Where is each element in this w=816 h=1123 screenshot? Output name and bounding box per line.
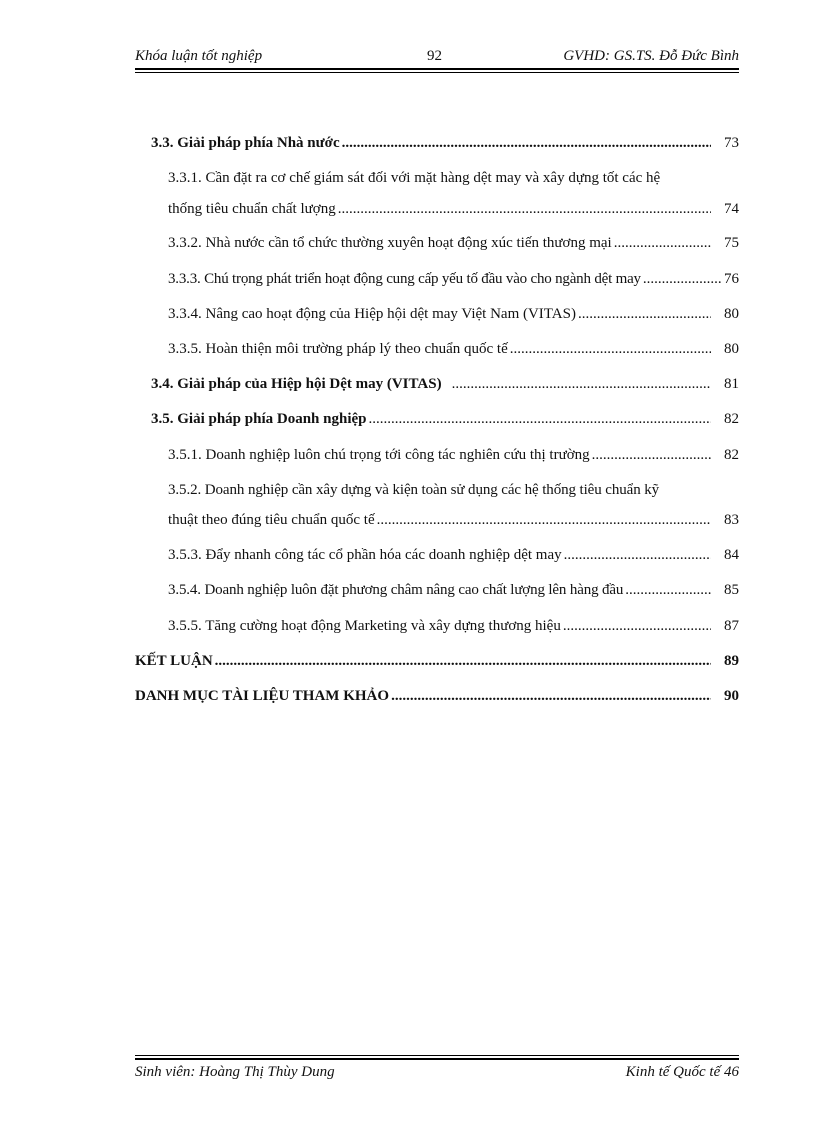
footer-student-name: Sinh viên: Hoàng Thị Thùy Dung: [135, 1064, 335, 1080]
page-header: [135, 46, 739, 70]
toc-entry-ket-luan[interactable]: [135, 651, 739, 671]
toc-entry-3-5-2-line1[interactable]: 3.5.2. Doanh nghiệp cần xây dựng và kiện toàn sử dụng các hệ thống tiêu chuẩn kỹ: [168, 482, 660, 498]
toc-entry-title: KẾT LUẬN: [135, 653, 213, 669]
toc-leader: [614, 233, 711, 253]
toc-entry-title: 3.3.5. Hoàn thiện môi trường pháp lý theo chuẩn quốc tế: [168, 341, 508, 357]
toc-entry-page: 75: [724, 235, 739, 251]
toc-entry-3-3-2[interactable]: [168, 233, 739, 253]
toc-entry-page: 89: [724, 653, 739, 669]
toc-leader: [452, 374, 711, 394]
toc-entry-page: 84: [724, 547, 739, 563]
toc-entry-3-3-1[interactable]: [168, 199, 739, 219]
toc-entry-title: 3.5.1. Doanh nghiệp luôn chú trọng tới công tác nghiên cứu thị trường: [168, 447, 590, 463]
toc-entry-title: 3.5.5. Tăng cường hoạt động Marketing và xây dựng thương hiệu: [168, 618, 561, 634]
footer-class: Kinh tế Quốc tế 46: [625, 1064, 739, 1080]
toc-entry-3-3[interactable]: [151, 133, 739, 153]
toc-leader: [563, 616, 711, 636]
toc-leader: [510, 339, 711, 359]
toc-leader: [369, 409, 711, 429]
page-footer: [135, 1055, 739, 1082]
toc-entry-3-5[interactable]: [151, 409, 739, 429]
toc-entry-title: 3.3.4. Nâng cao hoạt động của Hiệp hội dệt may Việt Nam (VITAS): [168, 306, 576, 322]
toc-entry-title: 3.3. Giải pháp phía Nhà nước: [151, 135, 340, 151]
toc-entry-title: thống tiêu chuẩn chất lượng: [168, 201, 336, 217]
toc-entry-title: 3.5.3. Đẩy nhanh công tác cổ phần hóa các doanh nghiệp dệt may: [168, 547, 562, 563]
toc-entry-title: 3.3.2. Nhà nước cần tổ chức thường xuyên hoạt động xúc tiến thương mại: [168, 235, 612, 251]
toc-entry-page: 81: [724, 376, 739, 392]
header-page-number: 92: [427, 48, 442, 64]
toc-entry-3-3-5[interactable]: [168, 339, 739, 359]
toc-entry-page: 73: [724, 135, 739, 151]
toc-entry-3-4[interactable]: [151, 374, 739, 394]
toc-entry-page: 87: [724, 618, 739, 634]
toc-entry-page: 82: [724, 447, 739, 463]
toc-entry-page: 83: [724, 512, 739, 528]
toc-entry-page: 90: [724, 688, 739, 704]
toc-leader: [625, 580, 711, 600]
toc-entry-page: 82: [724, 411, 739, 427]
toc-entry-page: 80: [724, 306, 739, 322]
toc-entry-3-5-1[interactable]: [168, 445, 739, 465]
toc-entry-title: 3.5.4. Doanh nghiệp luôn đặt phương châm nâng cao chất lượng lên hàng đầu: [168, 582, 624, 598]
toc-entry-3-5-2[interactable]: [168, 510, 739, 530]
toc-leader: [578, 304, 711, 324]
toc-entry-title: 3.4. Giải pháp của Hiệp hội Dệt may (VITAS): [151, 376, 442, 392]
toc-leader: [391, 686, 711, 706]
toc-entry-3-5-5[interactable]: [168, 616, 739, 636]
toc-entry-page: 76: [724, 271, 739, 287]
toc-entry-tai-lieu-tham-khao[interactable]: [135, 686, 739, 706]
toc-entry-3-3-4[interactable]: [168, 304, 739, 324]
toc-entry-3-5-3[interactable]: [168, 545, 739, 565]
toc-leader: [592, 445, 711, 465]
header-supervisor: GVHD: GS.TS. Đỗ Đức Bình: [563, 48, 739, 64]
toc-leader: [342, 133, 711, 153]
toc-entry-3-3-3[interactable]: [168, 269, 739, 289]
toc-leader: [338, 199, 711, 219]
toc-leader: [377, 510, 711, 530]
toc-leader: [564, 545, 711, 565]
toc-entry-title: 3.3.3. Chú trọng phát triển hoạt động cung cấp yếu tố đầu vào cho ngành dệt may: [168, 271, 641, 287]
toc-entry-page: 85: [724, 582, 739, 598]
toc-entry-title: thuật theo đúng tiêu chuẩn quốc tế: [168, 512, 375, 528]
toc-entry-page: 74: [724, 201, 739, 217]
header-thesis-title: Khóa luận tốt nghiệp: [135, 48, 263, 64]
toc-entry-title: DANH MỤC TÀI LIỆU THAM KHẢO: [135, 688, 390, 704]
toc-leader: [643, 269, 722, 289]
toc-entry-page: 80: [724, 341, 739, 357]
toc-entry-title: 3.5. Giải pháp phía Doanh nghiệp: [151, 411, 367, 427]
toc-entry-3-3-1-line1[interactable]: 3.3.1. Cần đặt ra cơ chế giám sát đối với mặt hàng dệt may và xây dựng tốt các hệ: [168, 170, 661, 186]
toc-leader: [215, 651, 711, 671]
toc-entry-3-5-4[interactable]: [168, 580, 739, 600]
